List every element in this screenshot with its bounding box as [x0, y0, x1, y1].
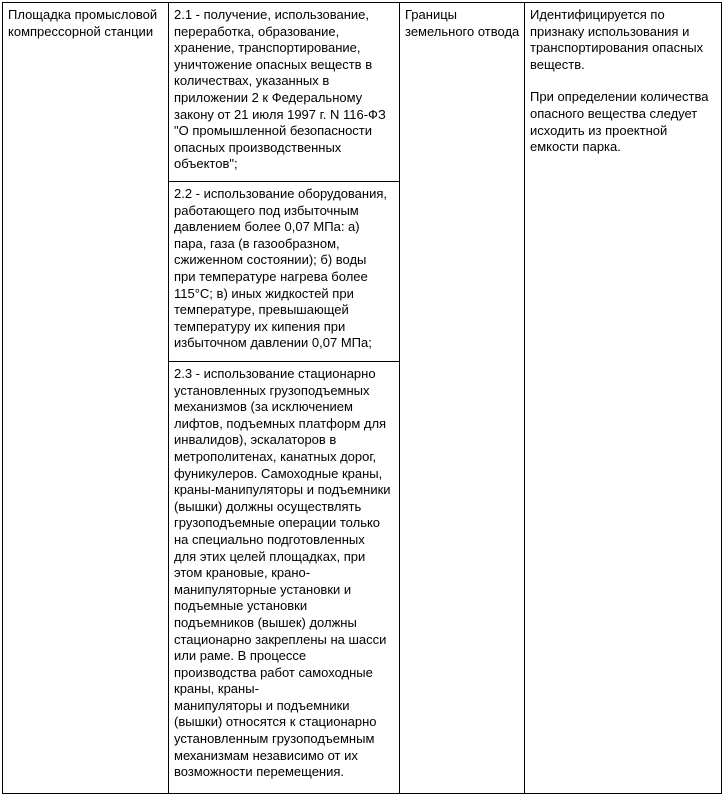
facility-name: Площадка промысловой компрессорной станции: [8, 7, 158, 39]
table-row: [3, 3, 722, 794]
criterion-2-1: [169, 3, 399, 181]
document-table: [2, 2, 722, 794]
boundaries-text: Границы земельного отвода: [405, 7, 520, 39]
criterion-2-2-text: 2.2 - использование оборудования, работающего под избыточным давлением более 0,07 МПа: а) пара, газа (в газообразном, сжиженном состоянии); б) воды при температуре нагрева более 115°C; в) иных жидкостей при температуре, превышающей температуру их кипения при избыточном давлении 0,07 МПа;: [174, 186, 388, 351]
criterion-2-3: [169, 361, 399, 785]
criteria-cell: [169, 3, 400, 794]
facility-cell: [3, 3, 169, 794]
boundaries-cell: [400, 3, 525, 794]
criterion-2-1-text: 2.1 - получение, использование, переработка, образование, хранение, транспортирование, уничтожение опасных веществ в количествах, указанных в приложении 2 к Федеральному закону от 21 июля 1997 г. N 116-ФЗ "О промышленной безопасности опасных производственных объектов";: [174, 7, 386, 172]
notes-cell: [525, 3, 722, 794]
criterion-2-2: [169, 181, 399, 361]
note-identification: Идентифицируется по признаку использования и транспортирования опасных веществ.: [530, 7, 704, 72]
note-quantity: При определении количества опасного вещества следует исходить из проектной емкости парка.: [530, 89, 709, 155]
criterion-2-3-text: 2.3 - использование стационарно установленных грузоподъемных механизмов (за исключением лифтов, подъемных платформ для инвалидов), эскалаторов в метрополитенах, канатных дорог, фуникулеров. Самоходные краны, краны-манипуляторы и подъемники (вышки) должны осуществлять грузоподъемные операции только на специально подготовленных для этих целей площадках, при этом крановые, крано- манипуляторные установки и подъемные установки подъемников (вышек) должны стационарно закреплены на шасси или раме. В процессе производства работ самоходные краны, краны- манипуляторы и подъемники (вышки) относятся к стационарно установленным грузоподъемным механизмам независимо от их возможности перемещения.: [174, 366, 391, 780]
